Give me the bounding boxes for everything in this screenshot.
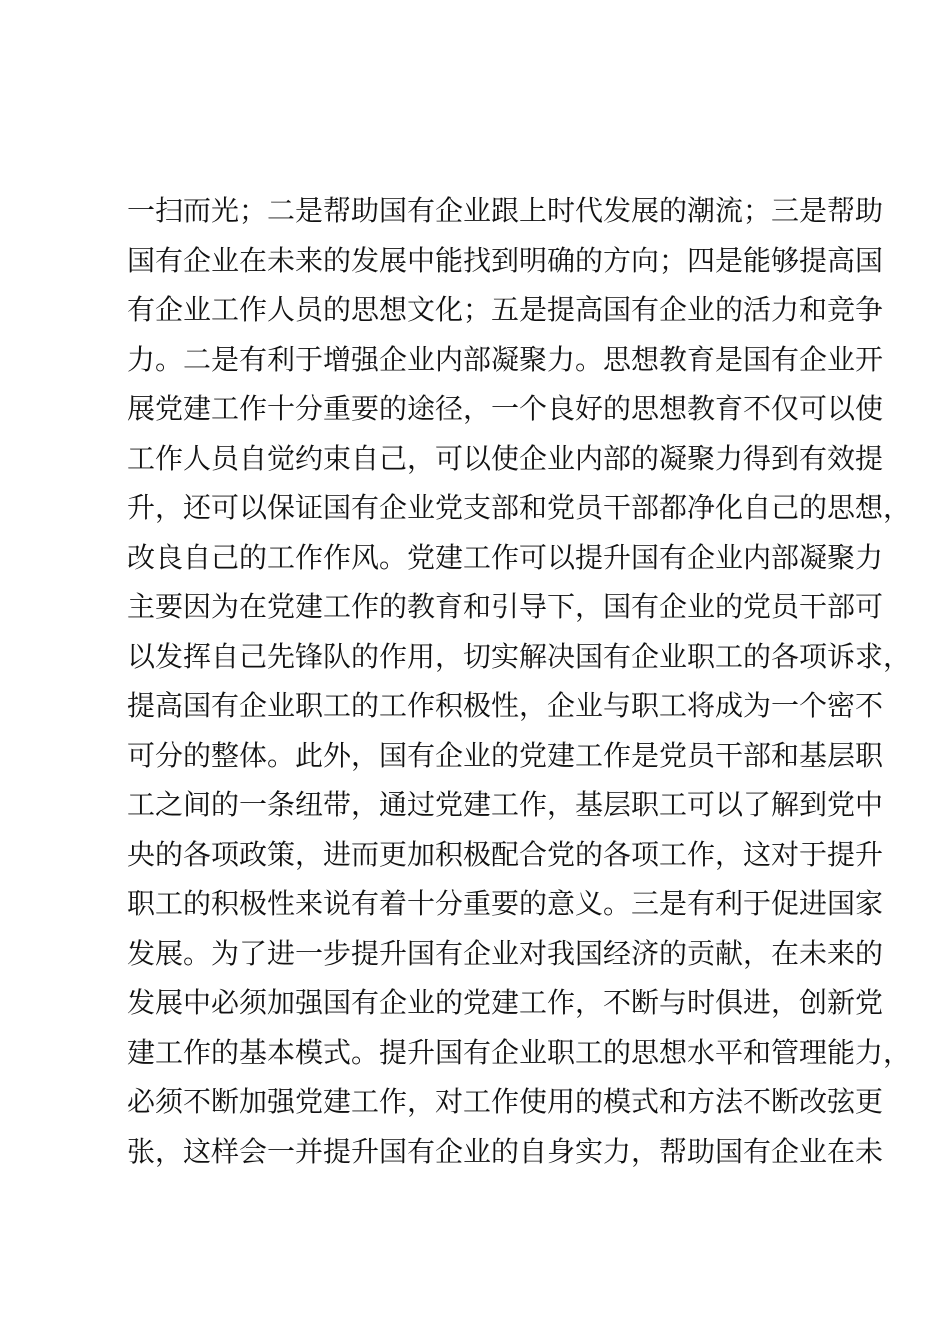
- text-line: 发展。为了进一步提升国有企业对我国经济的贡献，在未来的: [127, 936, 884, 970]
- text-line: 工作人员自觉约束自己，可以使企业内部的凝聚力得到有效提: [127, 441, 884, 475]
- text-line: 升，还可以保证国有企业党支部和党员干部都净化自己的思想，: [127, 491, 912, 524]
- text-line: 发展中必须加强国有企业的党建工作，不断与时俱进，创新党: [127, 986, 884, 1019]
- text-line: 可分的整体。此外，国有企业的党建工作是党员干部和基层职: [127, 738, 884, 772]
- text-line: 一扫而光；二是帮助国有企业跟上时代发展的潮流；三是帮助: [127, 194, 884, 227]
- text-line: 建工作的基本模式。提升国有企业职工的思想水平和管理能力，: [127, 1035, 912, 1069]
- body-paragraph: [127, 186, 912, 1176]
- text-line: 展党建工作十分重要的途径，一个良好的思想教育不仅可以使: [127, 392, 884, 425]
- text-line: 工之间的一条纽带，通过党建工作，基层职工可以了解到党中: [127, 788, 884, 821]
- text-line: 有企业工作人员的思想文化；五是提高国有企业的活力和竞争: [127, 293, 884, 326]
- text-line: 主要因为在党建工作的教育和引导下，国有企业的党员干部可: [127, 590, 884, 623]
- text-line: 国有企业在未来的发展中能找到明确的方向；四是能够提高国: [127, 243, 884, 277]
- text-line: 改良自己的工作作风。党建工作可以提升国有企业内部凝聚力: [127, 540, 884, 574]
- text-line: 职工的积极性来说有着十分重要的意义。三是有利于促进国家: [127, 887, 884, 920]
- text-line: 以发挥自己先锋队的作用，切实解决国有企业职工的各项诉求，: [127, 639, 912, 673]
- text-line: 央的各项政策，进而更加积极配合党的各项工作，这对于提升: [127, 837, 884, 871]
- text-line: 张，这样会一并提升国有企业的自身实力，帮助国有企业在未: [127, 1134, 884, 1168]
- text-line: 必须不断加强党建工作，对工作使用的模式和方法不断改弦更: [127, 1085, 884, 1118]
- text-line: 力。二是有利于增强企业内部凝聚力。思想教育是国有企业开: [127, 342, 884, 376]
- text-line: 提高国有企业职工的工作积极性，企业与职工将成为一个密不: [127, 689, 884, 722]
